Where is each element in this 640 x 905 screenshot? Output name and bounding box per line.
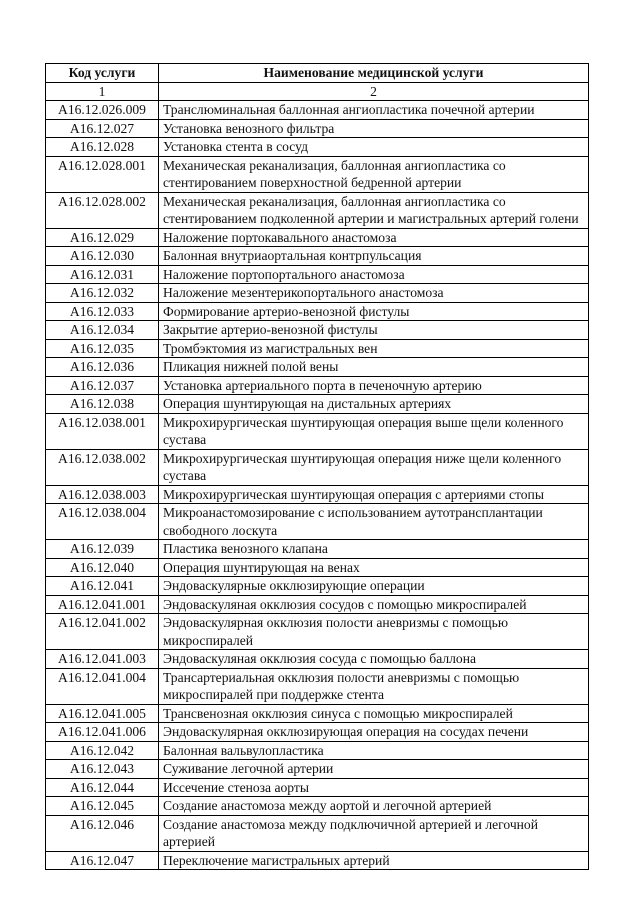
- table-row: [46, 797, 589, 816]
- service-name: Установка стента в сосуд: [159, 138, 589, 157]
- service-name: Микрохирургическая шунтирующая операция с артериями стопы: [159, 485, 589, 504]
- table-body: [46, 101, 589, 870]
- service-code: A16.12.039: [46, 540, 159, 559]
- service-code: A16.12.046: [46, 815, 159, 851]
- service-name: Эндоваскулярные окклюзирующие операции: [159, 577, 589, 596]
- service-code: A16.12.038.002: [46, 449, 159, 485]
- service-code: A16.12.041.001: [46, 595, 159, 614]
- service-code: A16.12.026.009: [46, 101, 159, 120]
- table-row: [46, 101, 589, 120]
- service-name: Наложение мезентерикопортального анастомоза: [159, 284, 589, 303]
- service-code: A16.12.041.003: [46, 650, 159, 669]
- service-name: Пластика венозного клапана: [159, 540, 589, 559]
- service-code: A16.12.044: [46, 778, 159, 797]
- service-code: A16.12.031: [46, 265, 159, 284]
- column-number-row: [46, 82, 589, 101]
- service-name: Операция шунтирующая на венах: [159, 558, 589, 577]
- table-row: [46, 376, 589, 395]
- service-name: Пликация нижней полой вены: [159, 358, 589, 377]
- service-name: Формирование артерио-венозной фистулы: [159, 302, 589, 321]
- service-code: A16.12.028.001: [46, 156, 159, 192]
- service-code: A16.12.041.006: [46, 723, 159, 742]
- services-table: [45, 63, 589, 870]
- table-row: [46, 614, 589, 650]
- service-name: Микрохирургическая шунтирующая операция выше щели коленного сустава: [159, 413, 589, 449]
- table-row: [46, 228, 589, 247]
- table-row: [46, 650, 589, 669]
- service-code: A16.12.035: [46, 339, 159, 358]
- table-row: [46, 119, 589, 138]
- column-number-1: 1: [46, 82, 159, 101]
- service-name: Механическая реканализация, баллонная ангиопластика со стентированием поверхностной бедренной артерии: [159, 156, 589, 192]
- table-row: [46, 595, 589, 614]
- service-name: Наложение портокавального анастомоза: [159, 228, 589, 247]
- service-name: Наложение портопортального анастомоза: [159, 265, 589, 284]
- service-code: A16.12.029: [46, 228, 159, 247]
- service-name: Механическая реканализация, баллонная ангиопластика со стентированием подколенной артерии и магистральных артерий голени: [159, 192, 589, 228]
- table-row: [46, 138, 589, 157]
- table-row: [46, 815, 589, 851]
- table-row: [46, 395, 589, 414]
- table-row: [46, 192, 589, 228]
- service-name: Микроанастомозирование с использованием аутотрансплантации свободного лоскута: [159, 504, 589, 540]
- service-name: Суживание легочной артерии: [159, 760, 589, 779]
- service-name: Операция шунтирующая на дистальных артериях: [159, 395, 589, 414]
- table-row: [46, 723, 589, 742]
- service-code: A16.12.047: [46, 851, 159, 870]
- table-row: [46, 851, 589, 870]
- service-code: A16.12.038.004: [46, 504, 159, 540]
- service-name: Эндоваскуляная окклюзия сосудов с помощью микроспиралей: [159, 595, 589, 614]
- table-row: [46, 247, 589, 266]
- service-name: Создание анастомоза между подключичной артерией и легочной артерией: [159, 815, 589, 851]
- service-name: Эндоваскулярная окклюзирующая операция на сосудах печени: [159, 723, 589, 742]
- table-row: [46, 504, 589, 540]
- service-code: A16.12.032: [46, 284, 159, 303]
- column-number-2: 2: [159, 82, 589, 101]
- table-row: [46, 321, 589, 340]
- service-name: Транслюминальная баллонная ангиопластика почечной артерии: [159, 101, 589, 120]
- table-row: [46, 704, 589, 723]
- service-code: A16.12.045: [46, 797, 159, 816]
- service-name: Балонная вальвулопластика: [159, 741, 589, 760]
- service-name: Установка венозного фильтра: [159, 119, 589, 138]
- table-row: [46, 284, 589, 303]
- service-name: Балонная внутриаортальная контрпульсация: [159, 247, 589, 266]
- table-row: [46, 540, 589, 559]
- table-row: [46, 577, 589, 596]
- service-code: A16.12.043: [46, 760, 159, 779]
- service-name: Установка артериального порта в печеночную артерию: [159, 376, 589, 395]
- table-row: [46, 558, 589, 577]
- service-name: Создание анастомоза между аортой и легочной артерией: [159, 797, 589, 816]
- table-row: [46, 449, 589, 485]
- service-code: A16.12.038: [46, 395, 159, 414]
- service-name: Трансартериальная окклюзия полости аневризмы с помощью микроспиралей при поддержке стента: [159, 668, 589, 704]
- table-row: [46, 265, 589, 284]
- service-code: A16.12.041.004: [46, 668, 159, 704]
- service-name: Эндоваскуляная окклюзия сосуда с помощью баллона: [159, 650, 589, 669]
- table-row: [46, 668, 589, 704]
- service-code: A16.12.036: [46, 358, 159, 377]
- service-code: A16.12.041: [46, 577, 159, 596]
- header-service-name: Наименование медицинской услуги: [159, 64, 589, 83]
- service-code: A16.12.027: [46, 119, 159, 138]
- service-name: Эндоваскулярная окклюзия полости аневризмы с помощью микроспиралей: [159, 614, 589, 650]
- table-row: [46, 760, 589, 779]
- service-code: A16.12.042: [46, 741, 159, 760]
- table-row: [46, 413, 589, 449]
- service-code: A16.12.040: [46, 558, 159, 577]
- table-row: [46, 302, 589, 321]
- table-row: [46, 485, 589, 504]
- service-name: Закрытие артерио-венозной фистулы: [159, 321, 589, 340]
- service-name: Иссечение стеноза аорты: [159, 778, 589, 797]
- service-code: A16.12.041.005: [46, 704, 159, 723]
- service-code: A16.12.030: [46, 247, 159, 266]
- service-code: A16.12.038.001: [46, 413, 159, 449]
- table-row: [46, 778, 589, 797]
- table-row: [46, 741, 589, 760]
- service-code: A16.12.041.002: [46, 614, 159, 650]
- service-code: A16.12.033: [46, 302, 159, 321]
- service-name: Трансвенозная окклюзия синуса с помощью микроспиралей: [159, 704, 589, 723]
- table-row: [46, 358, 589, 377]
- table-header-row: [46, 64, 589, 83]
- table-row: [46, 156, 589, 192]
- service-code: A16.12.028.002: [46, 192, 159, 228]
- service-code: A16.12.038.003: [46, 485, 159, 504]
- service-name: Микрохирургическая шунтирующая операция ниже щели коленного сустава: [159, 449, 589, 485]
- service-code: A16.12.028: [46, 138, 159, 157]
- service-code: A16.12.034: [46, 321, 159, 340]
- service-name: Переключение магистральных артерий: [159, 851, 589, 870]
- service-code: A16.12.037: [46, 376, 159, 395]
- service-name: Тромбэктомия из магистральных вен: [159, 339, 589, 358]
- header-code: Код услуги: [46, 64, 159, 83]
- table-row: [46, 339, 589, 358]
